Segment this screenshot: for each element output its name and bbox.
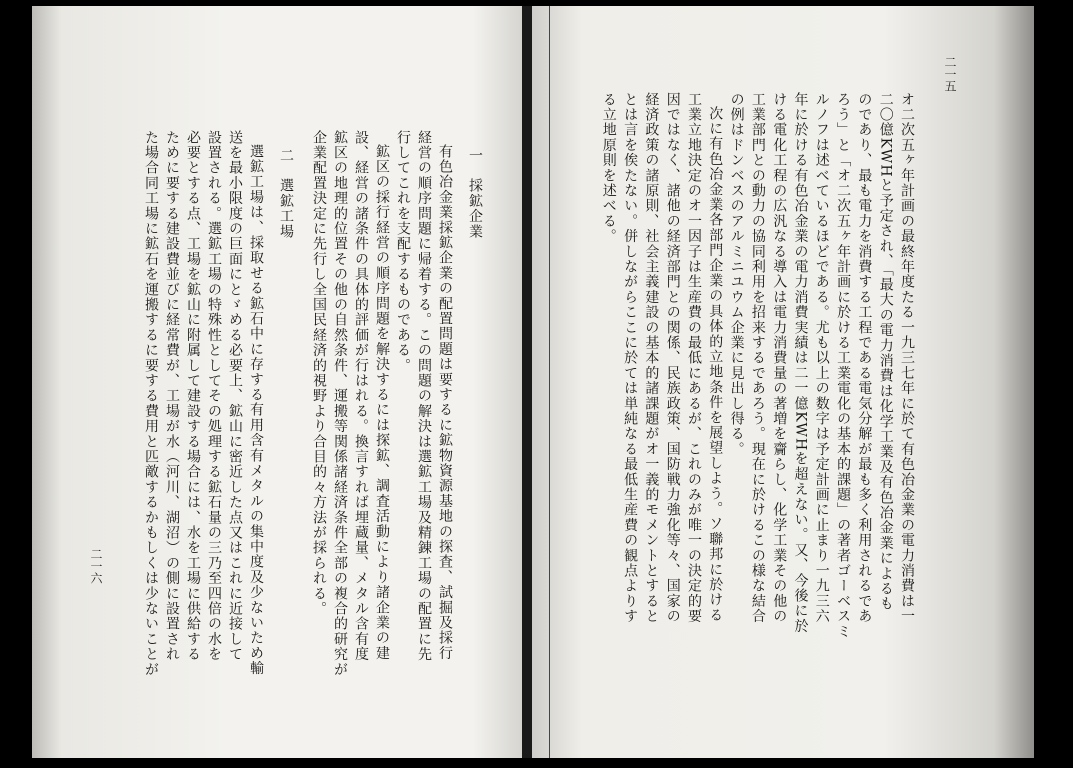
text-line: 次に有色冶金業各部門企業の具体的立地条件を展望しよう。ソ聯邦に於ける <box>707 106 724 623</box>
text-line: 行してこれを支配するものである。 <box>395 130 411 374</box>
text-line: る立地原則を述べる。 <box>600 92 617 244</box>
left-page-number: 二一六 <box>89 548 103 584</box>
right-page-number: 二一五 <box>943 56 957 92</box>
text-line: 有色冶金業採鉱企業の配置問題は要するに鉱物資源基地の探査、試掘及採行 <box>437 144 453 661</box>
text-line: とは言を俟たない。併しながらここに於ては単純なる最低生産費の観点よりす <box>622 92 639 624</box>
text-line: 設、経営の諸条件の具体的評価が行はれる。換言すれば埋蔵量、メタル含有度 <box>353 130 369 662</box>
section-heading: 一 採鉱企業 <box>467 148 483 240</box>
text-line: ルノフは述べているほどである。尤も以上の数字は予定計画に止まり一九三六 <box>813 92 830 624</box>
text-line: 設置される。選鉱工場の特殊性としてその処理する鉱石量の三乃至四倍の水を <box>206 130 222 662</box>
text-line: 鉱区の地理的位置その他の自然条件、運搬等関係諸経済条件全部の複合的研究が <box>332 130 348 678</box>
text-line: 年に於ける有色冶金業の電力消費実績は二一億KWHを超えない。又、今後に於 <box>792 92 809 634</box>
text-line: ろう」と「オ二次五ヶ年計画に於ける工業電化の基本的課題」の著者ゴーベスミ <box>835 92 852 640</box>
page-rule <box>549 6 550 758</box>
text-line: 必要とする点、工場を鉱山に附属して建設する場合には、水を工場に供給する <box>185 130 201 662</box>
text-line: 送を最小限度の巨面にとゞめる必要上、鉱山に密近した点又はこれに近接して <box>227 130 243 662</box>
text-line: た場合同工場に鉱石を運搬するに要する費用と匹敵するかもしくは少ないことが <box>143 130 159 678</box>
text-line: 工業立地決定のオ一因子は生産費の最低にあるが、これのみが唯一の決定的要 <box>686 92 702 624</box>
text-line: ために要する建設費並びに経常費が、工場が水（河川、湖沼）の側に設置され <box>164 130 180 662</box>
text-line: 鉱区の採行経営の順序問題を解決するには探鉱、調査活動により諸企業の建 <box>374 144 390 661</box>
text-line: 経済政策の諸原則、社会主義建設の基本的諸課題がオ一義的モメントとすると <box>643 92 660 624</box>
text-line: オ二次五ヶ年計画の最終年度たる一九三七年に於て有色冶金業の電力消費は一 <box>899 92 915 624</box>
text-line: 経営の順序問題に帰着する。この問題の解決は選鉱工場及精錬工場の配置に先 <box>416 130 432 662</box>
text-line: 因ではなく、諸他の経済部門との関係、民族政策、国防戦力強化等々、国家の <box>664 92 681 624</box>
book-gutter <box>522 6 532 758</box>
text-line: 工業部門との動力の協同利用を招来するであろう。現在に於けるこの様な結合 <box>749 92 766 624</box>
text-line: のであり、最も電力を消費する工程である電気分解が最も多く利用されるであ <box>856 92 873 624</box>
text-line: 選鉱工場は、採取せる鉱石中に存する有用含有メタルの集中度及少ないため輸 <box>248 144 264 676</box>
text-line: ける電化工程の広汎なる導入は電力消費量の著増を齎らし、化学工業その他の <box>771 92 788 624</box>
section-heading: 二 選鉱工場 <box>278 148 294 240</box>
text-line: の例はドンベスのアルミニユウム企業に見出し得る。 <box>728 92 745 457</box>
text-line: 二〇億KWHと予定され、「最大の電力消費は化学工業及有色冶金業によるも <box>877 92 894 612</box>
text-line: 企業配置決定に先行し全国民経済的視野より合目的々方法が採られる。 <box>311 130 327 617</box>
